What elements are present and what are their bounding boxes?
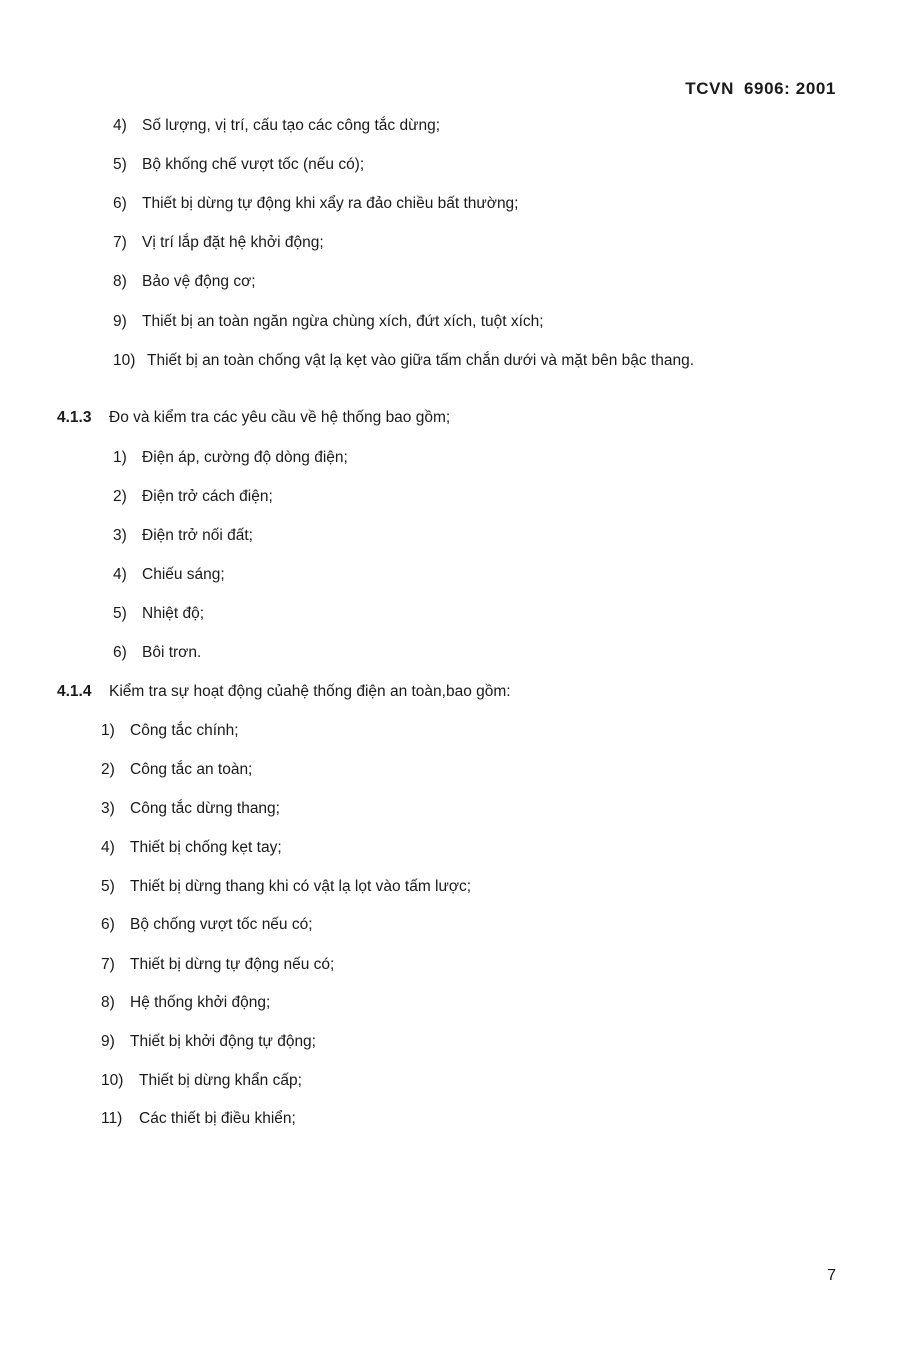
list-item-text: Bôi trơn. [142, 644, 202, 661]
page-number: 7 [827, 1267, 836, 1284]
list-item-text: Vị trí lắp đặt hệ khởi động; [142, 234, 324, 251]
list-item-number: 7) [101, 956, 115, 973]
section-title: Kiểm tra sự hoạt động củahệ thống điện an toàn,bao gồm: [109, 683, 511, 700]
list-item-number: 11) [101, 1110, 123, 1127]
list-item [113, 448, 348, 468]
list-item [101, 955, 334, 975]
list-item [113, 565, 225, 585]
list-item-text: Thiết bị khởi động tự động; [130, 1033, 316, 1050]
standard-number: 6906: 2001 [743, 79, 836, 98]
list-item [113, 233, 324, 253]
list-item-number: 9) [101, 1033, 115, 1050]
list-item-number: 4) [101, 839, 115, 856]
list-item-text: Thiết bị dừng thang khi có vật lạ lọt vào tấm lược; [130, 878, 472, 895]
list-item [101, 1032, 316, 1052]
list-item-text: Hệ thống khởi động; [130, 994, 271, 1011]
list-item-text: Nhiệt độ; [142, 605, 205, 622]
list-item-number: 2) [101, 761, 115, 778]
list-item-text: Số lượng, vị trí, cấu tạo các công tắc dừng; [142, 117, 441, 134]
list-item-number: 10) [113, 352, 136, 369]
list-item [113, 194, 519, 214]
list-item [101, 877, 471, 897]
list-item [101, 721, 239, 741]
list-item-text: Bảo vệ động cơ; [142, 273, 256, 290]
list-item [113, 487, 273, 507]
list-item-number: 1) [101, 722, 115, 739]
list-item-text: Chiếu sáng; [142, 566, 225, 583]
list-item-number: 7) [113, 234, 127, 251]
list-item-text: Các thiết bị điều khiển; [139, 1110, 296, 1127]
list-item [101, 993, 270, 1013]
list-item [101, 1071, 302, 1091]
list-item-number: 6) [101, 916, 115, 933]
list-item-number: 8) [113, 273, 127, 290]
list-item [113, 312, 544, 332]
list-item-number: 1) [113, 449, 127, 466]
list-item-text: Điện trở cách điện; [142, 488, 273, 505]
page-header [685, 79, 836, 99]
list-item-number: 3) [113, 527, 127, 544]
list-item-number: 6) [113, 644, 127, 661]
list-item-text: Thiết bị chống kẹt tay; [130, 839, 282, 856]
list-item-text: Công tắc an toàn; [130, 761, 253, 778]
list-item-number: 5) [113, 605, 127, 622]
list-item [101, 1109, 296, 1129]
list-item-number: 10) [101, 1072, 124, 1089]
section-number: 4.1.4 [57, 683, 92, 700]
section-title: Đo và kiểm tra các yêu cầu về hệ thống bao gồm; [109, 409, 451, 426]
list-item-number: 5) [113, 156, 127, 173]
list-item-text: Điện trở nối đất; [142, 527, 253, 544]
list-item [113, 351, 694, 371]
list-item-text: Thiết bị an toàn ngăn ngừa chùng xích, đứt xích, tuột xích; [142, 313, 544, 330]
list-item-text: Thiết bị an toàn chống vật lạ kẹt vào giữa tấm chắn dưới và mặt bên bậc thang. [147, 352, 695, 369]
standard-code: TCVN [685, 79, 734, 98]
section-heading-4-1-3 [57, 408, 450, 428]
list-item-number: 5) [101, 878, 115, 895]
list-item [113, 155, 364, 175]
list-item-number: 4) [113, 117, 127, 134]
list-item [101, 760, 252, 780]
list-item-number: 4) [113, 566, 127, 583]
list-item-text: Điện áp, cường độ dòng điện; [142, 449, 348, 466]
section-number: 4.1.3 [57, 409, 92, 426]
list-item-text: Thiết bị dừng khẩn cấp; [139, 1072, 302, 1089]
list-item-number: 8) [101, 994, 115, 1011]
list-item-text: Bộ chống vượt tốc nếu có; [130, 916, 313, 933]
list-item-text: Công tắc dừng thang; [130, 800, 280, 817]
list-item [113, 272, 256, 292]
list-item-number: 9) [113, 313, 127, 330]
list-item [113, 604, 204, 624]
list-item [113, 116, 440, 136]
list-item-text: Thiết bị dừng tự động nếu có; [130, 956, 335, 973]
list-item-number: 3) [101, 800, 115, 817]
list-item-number: 2) [113, 488, 127, 505]
list-item-number: 6) [113, 195, 127, 212]
list-item-text: Thiết bị dừng tự động khi xẩy ra đảo chiều bất thường; [142, 195, 519, 212]
list-item [101, 799, 280, 819]
section-heading-4-1-4 [57, 682, 511, 702]
list-item [113, 526, 253, 546]
list-item-text: Bộ khống chế vượt tốc (nếu có); [142, 156, 365, 173]
list-item [101, 838, 282, 858]
list-item [101, 915, 313, 935]
list-item [113, 643, 201, 663]
list-item-text: Công tắc chính; [130, 722, 239, 739]
